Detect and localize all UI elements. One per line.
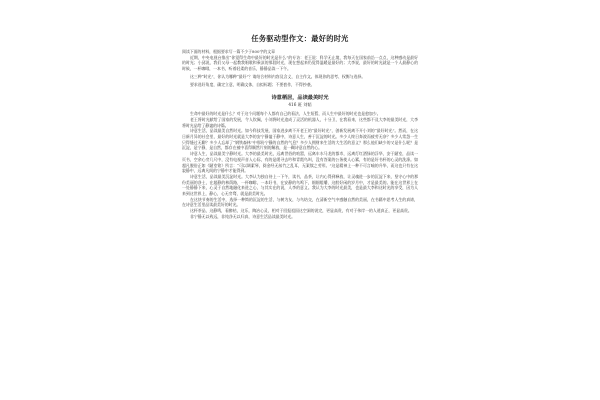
essay-paragraph: 诗意人生，品读最美宁静时光。大李的最美时光，远离世俗的喧嚣，远离车水马龙的都市，远离灯红酒绿的浮华，安于陋室，品读一页书，空余心旁几尺中，没有电视声音入心际，有的是缓寻去吟和青霞鸟叫，没有答案的公务使人心累，有的是好书杯的心灵的洗涤。如超凡脱俗正如《陋室铭》所言：“可以调素琴，阅金经无丝竹之乱耳，无案牍之劳形。”这是精神上一种不可言喻的升华，而这也只有在这寂静中，远离凡间的宁静中才能得到。: [182, 151, 418, 174]
essay-title: 诗意栖居，品读最美时光: [271, 95, 329, 102]
document-title: 任务驱动型作文：最好的时光: [251, 34, 349, 43]
prompt-requirements: 要求选好角度，确定立意，明确文体，自拟标题；不要套作，不得抄袭。: [190, 81, 315, 87]
essay-paragraph: 老王将时光献给了国家的发展，令人钦佩，小刘将时光追成了灵活的机器人，十分卫，在我看来，这些都不及大李的最美时光，大李将时光品给了静谧的诗篇。: [182, 116, 418, 128]
essay-paragraph: 生命中最好的时光是什么？对于这个问题每个人都有自己的看法，人生短暂，而人生中最好的时光也是愈加少。: [190, 111, 381, 117]
document-column: [182, 34, 418, 220]
essay-paragraph: 这杯茶品，这静鸣，看醉枯，这乐，陶冶心灵，相对于回报祖国这空洞的说完，更显高贵，有对于伟岸一的人道真正，更显高贵。: [190, 208, 412, 214]
prompt-instruction: 阅读下面的材料，根据要求写一篇不少于800字的文章: [182, 49, 276, 54]
essay-paragraph: 诗意生活，品读最美自然时光。如今科技发展，国家进步离不开老王的“最好时光”，创新发展离不开小刘的“最好时光”。然而，在这日新月异的社会里，最好的时光就是大李的安宁静谧于静中，诗意人生，善于沉淀的时光。多少人终日奔波而疲劳无奈？多少人常怨一生只得缝过无聊？多少人忘却了“钢铁森林”中那份宁静的自然的气息？多少人拥财来生活的大生活的意义？那么他们缺少的又是什么呢？是沉淀，是宁静，是自然，都存在被中喜得顺然片刻的解放，是一糊诗意自然的心。: [182, 128, 418, 151]
essay-byline: 416 班 刘韬: [288, 102, 312, 108]
prompt-question: 这三种“时光”，你认为哪种“最好”？请结合材料内容及含义，自主作文。体现你的思考、权衡与选择。: [190, 73, 366, 79]
essay-paragraph: 在这快节奏的生活中，选择一种简的沉淀的生活，与树为友，与鸟结交，在清新空气中感触自然的美丽，在书籍中思考人生的真谛，在诗意生活里品读最美好的时光。: [182, 196, 418, 208]
essay-paragraph: 非宁静无以致远，非纯净无以归真，诗意生活品读最美时光。: [190, 213, 296, 219]
prompt-material: 近期，中央电视台推出“你觉得生命中最好的时光是什么”的专访：老王说：科学无止境，我每天在国家前沿一点点，这种感动是最好的时光；小邱说，我们父母一起教我唱歌和乘凉的那段时光，现在想起来仍觉得温暖是最好的；大李说，最好的时光就是一个人最静心的时候，一杯咖啡，一本书，听着轻柔的音乐，静静品读一下午。: [182, 54, 418, 72]
essay-paragraph: 诗意生活，品读最美沉淀时光。大李认为独自待上一下午，读书，品茶，让内心得到释放，让灵魂进一步的沉淀下来，坚守心中的那份美丽的净土，在超静的林荫路，一杯咖啡，一本好书，在安静的鸟鸣下，细细咀嚼，这般好闲的岁月中，才是最美的。能在这世界上在一处静静下来，心灵于自然地融化来进之心，与其实在的说，人李的意义。我认为大李的时光最美，也是最大李和这时光的享受，因为人来到这世界上，静心，心无旁骛，就是最美时光。: [182, 173, 418, 197]
